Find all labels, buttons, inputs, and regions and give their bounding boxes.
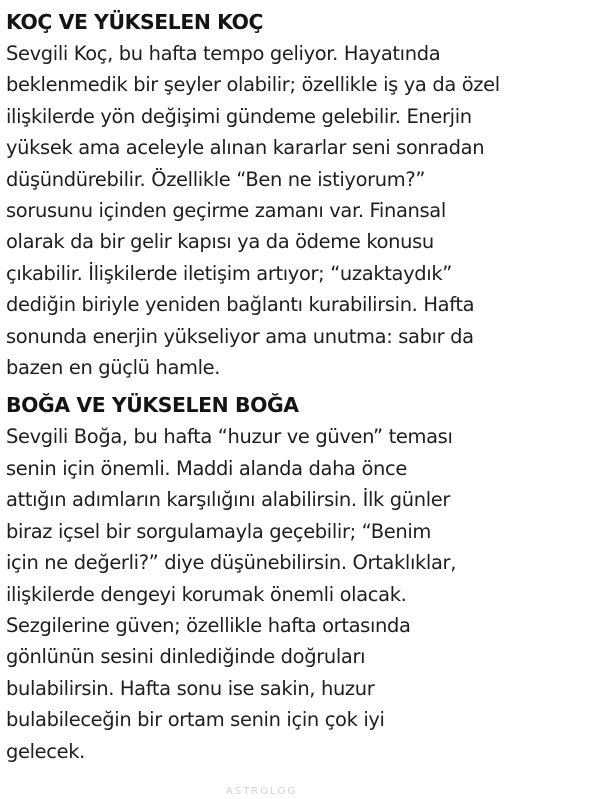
paragraph-line: Sezgilerine güven; özellikle hafta ortasında	[6, 613, 411, 637]
paragraph-line: attığın adımların karşılığını alabilirsin. İlk günler	[6, 488, 451, 512]
paragraph-line: gönlünün sesini dinlediğinde doğruları	[6, 645, 366, 669]
horoscope-article	[6, 6, 598, 767]
paragraph-line: sorusunu içinden geçirme zamanı var. Finansal	[6, 199, 446, 223]
paragraph-line: bazen en güçlü hamle.	[6, 356, 221, 380]
paragraph-line: dediğin biriyle yeniden bağlantı kurabilirsin. Hafta	[6, 293, 475, 317]
section-title-boga: BOĞA VE YÜKSELEN BOĞA	[6, 393, 299, 418]
paragraph-koc	[6, 38, 598, 383]
paragraph-line: sonunda enerjin yükseliyor ama unutma: sabır da	[6, 324, 474, 348]
watermark: ASTROLOG	[226, 786, 297, 797]
paragraph-line: ilişkilerde dengeyi korumak önemli olacak.	[6, 582, 407, 606]
paragraph-line: Sevgili Boğa, bu hafta “huzur ve güven” teması	[6, 425, 453, 449]
paragraph-line: beklenmedik bir şeyler olabilir; özellikle iş ya da özel	[6, 73, 500, 97]
section-title-koc: KOÇ VE YÜKSELEN KOÇ	[6, 10, 264, 34]
section-koc	[6, 6, 598, 383]
paragraph-line: çıkabilir. İlişkilerde iletişim artıyor; “uzaktaydık”	[6, 261, 452, 285]
paragraph-line: ilişkilerde yön değişimi gündeme gelebilir. Enerjin	[6, 104, 472, 128]
paragraph-line: düşündürebilir. Özellikle “Ben ne istiyorum?”	[6, 167, 426, 191]
paragraph-line: senin için önemli. Maddi alanda daha önce	[6, 456, 407, 480]
paragraph-line: olarak da bir gelir kapısı ya da ödeme konusu	[6, 230, 434, 254]
paragraph-line: biraz içsel bir sorgulamayla geçebilir; “Benim	[6, 519, 432, 543]
paragraph-boga	[6, 421, 598, 766]
paragraph-line: yüksek ama aceleyle alınan kararlar seni sonradan	[6, 136, 485, 160]
paragraph-line: Sevgili Koç, bu hafta tempo geliyor. Hayatında	[6, 42, 441, 65]
section-boga	[6, 389, 598, 766]
paragraph-line: gelecek.	[6, 739, 86, 763]
paragraph-line: bulabileceğin bir ortam senin için çok iyi	[6, 708, 385, 732]
paragraph-line: için ne değerli?” diye düşünebilirsin. Ortaklıklar,	[6, 551, 457, 575]
paragraph-line: bulabilirsin. Hafta sonu ise sakin, huzur	[6, 676, 375, 700]
